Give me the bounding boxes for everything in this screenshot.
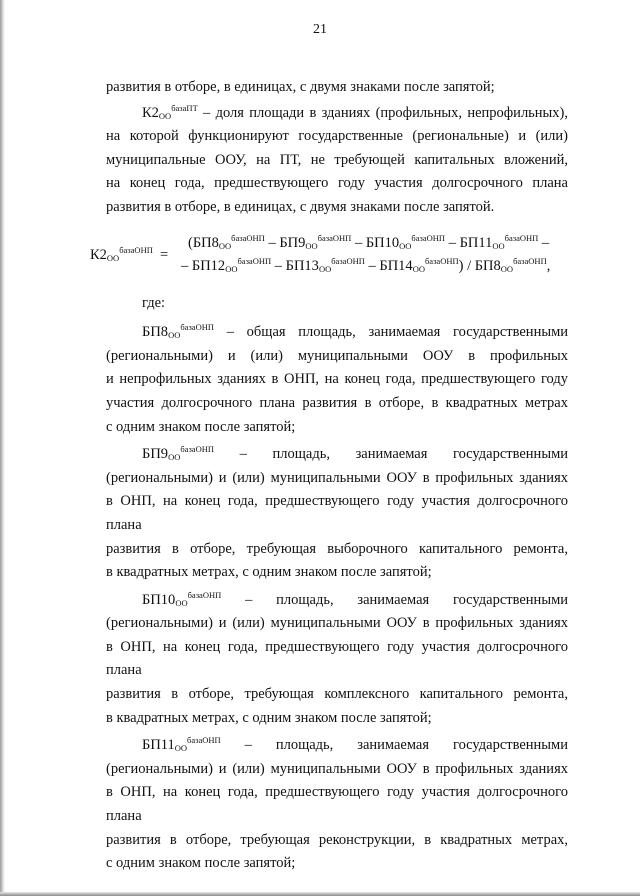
text-line: (региональными) и (или) муниципальными ООУ в профильных зданиях — [106, 469, 568, 486]
term: – БП13 — [274, 257, 319, 274]
text-line: развития в отборе, в единицах, с двумя знаками после запятой; — [106, 79, 495, 95]
text-line — [106, 443, 568, 467]
subscript: ОО — [492, 240, 505, 251]
formula-row-1 — [188, 232, 549, 256]
var-name: БП8 — [142, 324, 169, 341]
formula-equals: = — [160, 246, 169, 263]
page-number: 21 — [313, 22, 327, 37]
superscript: базаОНП — [180, 444, 214, 455]
text-line: – общая площадь, занимаемая государственными — [226, 324, 569, 341]
paragraph-k2-pt — [106, 102, 568, 220]
superscript: базаОНП — [424, 255, 459, 266]
term: – БП12 — [181, 257, 226, 274]
var-name: БП11 — [142, 737, 175, 754]
superscript: базаОНП — [331, 255, 365, 266]
text-line — [106, 734, 568, 758]
text-line: развития в отборе, требующая комплексного капитального ремонта, — [106, 686, 568, 703]
document-body — [90, 76, 569, 876]
subscript: ОО — [399, 240, 412, 251]
text-line: в квадратных метрах, с одним знаком после запятой; — [106, 564, 432, 581]
term: – БП10 — [354, 234, 400, 251]
subscript: ОО — [175, 597, 188, 608]
text-line: участия долгосрочного плана развития в отборе, в квадратных метрах — [106, 394, 568, 411]
var-k2: К2 — [142, 104, 159, 121]
subscript: ОО — [106, 252, 120, 263]
text-line: на конец года, предшествующего году участия долгосрочного плана — [106, 175, 568, 192]
superscript: базаОНП — [513, 255, 547, 266]
text-line: в ОНП, на конец года, предшествующего году участия долгосрочного плана — [106, 638, 568, 679]
paragraph-continuation — [106, 76, 568, 100]
subscript: ОО — [305, 240, 318, 251]
definition-bp9 — [106, 443, 568, 585]
var-name: БП10 — [142, 591, 176, 608]
text-line: развития в отборе, в единицах, с двумя знаками после запятой. — [106, 198, 495, 215]
formula-k2-onp — [90, 232, 568, 284]
text-line: – площадь, занимаемая государственными — [245, 591, 568, 608]
var-k2: К2 — [90, 246, 107, 263]
text-line: в ОНП, на конец года, предшествующего году участия долгосрочного плана — [106, 784, 568, 825]
text-line — [106, 321, 568, 345]
definition-bp8 — [106, 321, 568, 439]
text-line: (региональными) и (или) муниципальными ООУ в профильных зданиях — [106, 615, 568, 632]
text-line — [106, 102, 568, 126]
superscript: базаОНП — [411, 232, 446, 243]
superscript: базаОНП — [237, 255, 272, 266]
superscript: базаОНП — [317, 232, 352, 243]
subscript: ОО — [500, 263, 514, 274]
text-line: с одним знаком после запятой; — [106, 855, 296, 872]
subscript: ОО — [158, 110, 172, 121]
superscript: базаОНП — [187, 735, 221, 746]
superscript: базаПТ — [171, 102, 198, 113]
term: (БП8 — [188, 234, 219, 251]
text-line: в квадратных метрах, с одним знаком после запятой; — [106, 709, 432, 726]
term: – — [541, 234, 550, 251]
superscript: базаОНП — [187, 589, 222, 600]
subscript: ОО — [225, 263, 238, 274]
text-line: (региональными) и (или) муниципальными ООУ в профильных зданиях — [106, 760, 568, 777]
text-line: – площадь, занимаемая государственными — [239, 446, 568, 463]
superscript: базаОНП — [504, 232, 539, 243]
subscript: ОО — [168, 330, 181, 341]
subscript: ОО — [168, 452, 181, 463]
subscript: ОО — [218, 240, 232, 251]
text-line: с одним знаком после запятой; — [106, 418, 296, 435]
text-line: в ОНП, на конец года, предшествующего году участия долгосрочного плана — [106, 493, 568, 533]
superscript: базаОНП — [180, 322, 214, 333]
text-line: развития в отборе, требующая реконструкции, в квадратных метрах, — [106, 831, 568, 848]
text-line: – площадь, занимаемая государственными — [244, 737, 568, 754]
scan-edge-bottom — [0, 892, 640, 896]
superscript: базаОНП — [119, 244, 153, 255]
subscript: ОО — [174, 743, 188, 754]
definition-bp10 — [106, 589, 568, 731]
text-line: развития в отборе, требующая выборочного капитального ремонта, — [106, 540, 568, 557]
term: – БП9 — [268, 234, 306, 251]
term: – БП14 — [368, 257, 413, 274]
formula-lhs — [90, 244, 153, 268]
term: – БП11 — [448, 234, 493, 251]
term: , — [546, 257, 551, 274]
subscript: ОО — [318, 263, 332, 274]
text-line: (региональными) и (или) муниципальными ООУ в профильных — [106, 347, 568, 364]
superscript: базаОНП — [231, 232, 265, 243]
scan-edge-left — [0, 0, 5, 896]
text-line — [106, 589, 568, 613]
where-label: где: — [142, 294, 166, 311]
text-line: и непрофильных зданиях в ОНП, на конец года, предшествующего году — [106, 371, 568, 388]
formula-row-2 — [181, 255, 550, 279]
definition-bp11 — [106, 734, 568, 876]
subscript: ОО — [412, 263, 425, 274]
term: ) / БП8 — [458, 257, 501, 274]
text-line: муниципальные ООУ, на ПТ, не требующей капитальных вложений, — [106, 151, 568, 168]
var-name: БП9 — [142, 446, 169, 463]
text-line: – доля площади в зданиях (профильных, непрофильных), — [203, 104, 568, 121]
text-line: на которой функционируют государственные (региональные) и (или) — [106, 128, 568, 145]
